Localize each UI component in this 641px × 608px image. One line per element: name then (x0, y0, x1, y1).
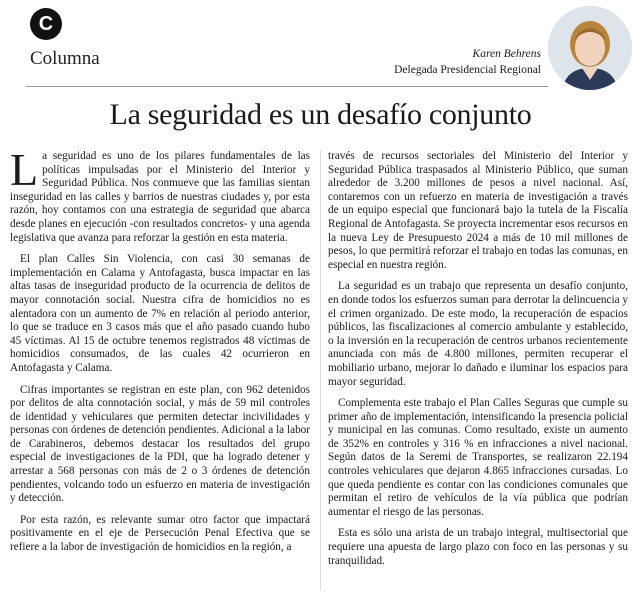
paragraph: La seguridad es un trabajo que representa un desafío conjunto, en donde todos los esfuerzos suman para derrotar la delincuencia y el crimen organizado. De este modo, la recuperación de espacios públicos, las fiscalizaciones al comercio ambulante y establecido, o la inversión en la recuperación de centros urbanos recientemente anunciada con más de 4.800 millones, permiten recuperar el mobiliario urbano, mejorar lo dañado e iluminar los espacios para mayor seguridad. (328, 280, 628, 388)
paragraph: Complementa este trabajo el Plan Calles Seguras que cumple su primer año de implementación, intensificando la presencia policial y municipal en las comunas. Como resultado, existe un aumento de 352% en controles y 316 % en infracciones a nivel nacional. Según datos de la Seremi de Transportes, se realizaron 22.194 controles vehiculares que dejaron 4.865 infracciones cursadas. Lo que queda pendiente es contar con las condiciones comunales que permitan el retiro de vehículos de la vía pública que podrían aumentar el riesgo de las personas. (328, 397, 628, 518)
section-label: Columna (30, 48, 100, 69)
author-name: Karen Behrens (472, 48, 541, 60)
paragraph (10, 144, 310, 245)
left-column (10, 144, 310, 563)
article-body (10, 144, 630, 600)
author-portrait-icon (548, 6, 632, 90)
paragraph: El plan Calles Sin Violencia, con casi 30 semanas de implementación en Calama y Antofagasta, busca impactar en las altas tasas de inseguridad producto de la ocurrencia de delitos de mayor connotación social. Nuestra cifra de homicidios no es alentadora con un aumento de 7% en relación al periodo anterior, lo que se traduce en 3 casos más que el año pasado cuando hubo 45 víctimas. Al 15 de octubre tenemos registrados 48 víctimas de homicidios consumados, de las cuales 42 ocurrieron en Antofagasta y Calama. (10, 253, 310, 374)
right-column (328, 150, 628, 576)
author-photo (548, 6, 632, 90)
article-header (0, 0, 641, 92)
paragraph-text: a seguridad es uno de los pilares fundamentales de las políticas impulsadas por el Ministerio del Interior y Seguridad Pública. Nos conmueve que las familias sientan inseguridad en las calles y barrios de nuestras ciudades y, por esta razón, hoy contamos con una estrategia de seguridad que abarca desde planes en ejecución -con resultados concretos- y una agenda legislativa que avanza para reforzar la gestión en esta materia. (10, 150, 310, 244)
paragraph: través de recursos sectoriales del Ministerio del Interior y Seguridad Pública traspasados al Ministerio Público, que suman alrededor de 3.200 millones de pesos a nivel nacional. Así, contaremos con un refuerzo en materia de investigación a través de un equipo especial que funcionará bajo la tutela de la Fiscalía Regional de Antofagasta. Se proyecta incrementar esos recursos en la nueva Ley de Presupuesto 2024 a más de 10 mil millones de pesos, lo que permitirá reforzar el trabajo en todas las comunas, en especial en nuestra región. (328, 150, 628, 271)
drop-cap: L (10, 144, 39, 195)
column-divider (320, 150, 321, 590)
paragraph: Por esta razón, es relevante sumar otro factor que impactará positivamente en el eje de Persecución Penal Efectiva que se refiere a la labor de investigación de homicidios en la región, a (10, 513, 310, 554)
author-role: Delegada Presidencial Regional (394, 64, 541, 76)
column-logo-icon: C (30, 8, 62, 40)
paragraph: Cifras importantes se registran en este plan, con 962 detenidos por delitos de alta connotación social, y más de 59 mil controles de identidad y vehiculares que permiten detectar incivilidades y personas con órdenes de detención pendientes. Adicional a la labor de Carabineros, debemos destacar los resultados del grupo especial de investigaciones de la PDI, que ha logrado detener y arrestar a 568 personas con más de 2 o 3 órdenes de detención pendientes, volcando todo un esfuerzo en materia de investigación y detección. (10, 383, 310, 505)
header-rule (26, 86, 548, 87)
headline: La seguridad es un desafío conjunto (109, 98, 532, 131)
paragraph: Esta es sólo una arista de un trabajo integral, multisectorial que requiere una apuesta de largo plazo con foco en las personas y su tranquilidad. (328, 527, 628, 567)
author-block (394, 46, 541, 78)
